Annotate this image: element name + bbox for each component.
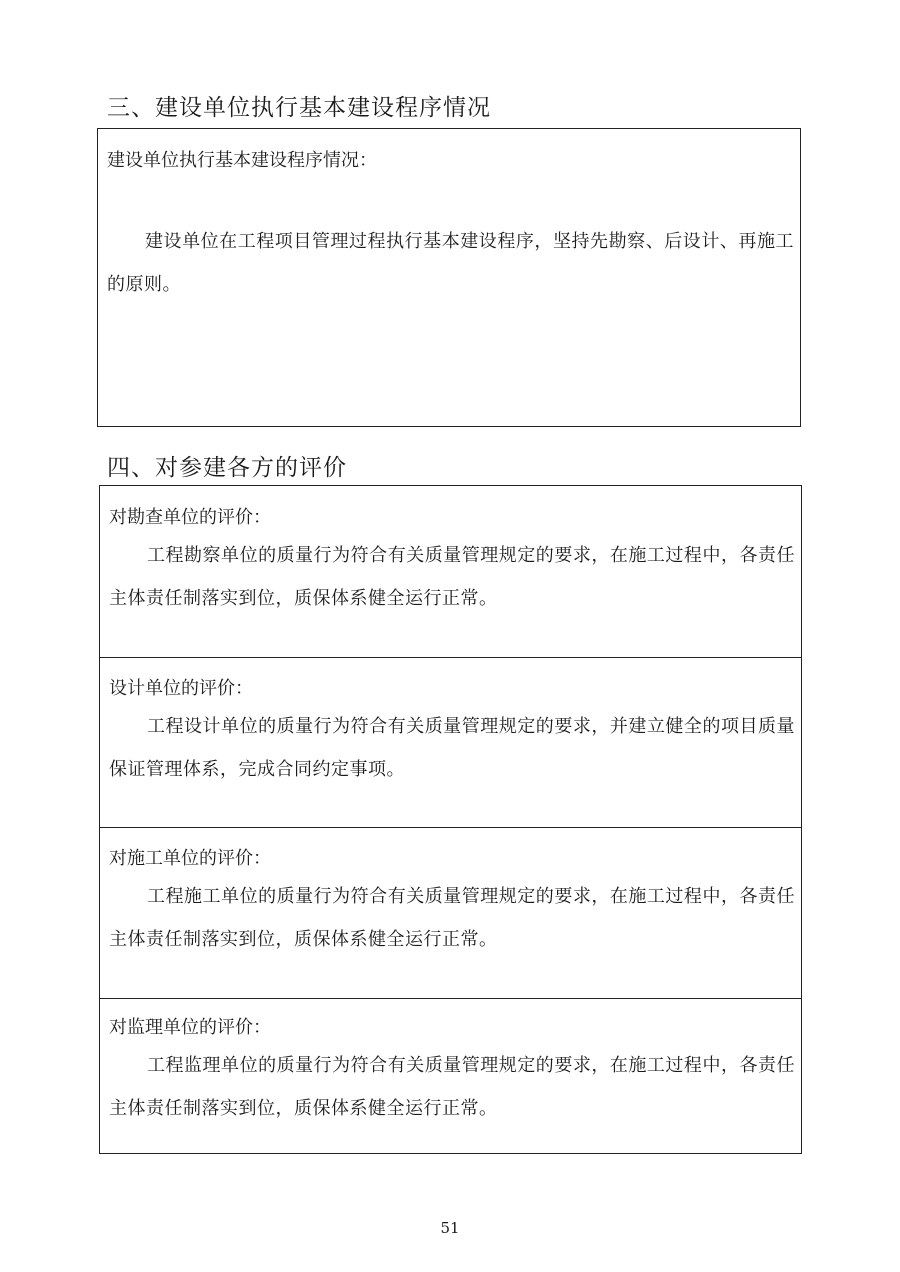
page-number: 51: [440, 1219, 460, 1237]
evaluation-body: 工程设计单位的质量行为符合有关质量管理规定的要求，并建立健全的项目质量保证管理体系，完成合同约定事项。: [109, 716, 795, 780]
evaluation-label: 对勘查单位的评价：: [109, 507, 271, 528]
evaluation-row-supervision: [100, 998, 801, 1155]
evaluation-label: 对监理单位的评价：: [109, 1017, 271, 1038]
section-3-box: [97, 128, 801, 427]
evaluation-table: [99, 485, 802, 1154]
section-4-heading: 四、对参建各方的评价: [107, 455, 347, 481]
evaluation-body: 工程施工单位的质量行为符合有关质量管理规定的要求，在施工过程中，各责任主体责任制落实到位，质保体系健全运行正常。: [109, 886, 795, 950]
section-3-body: 建设单位在工程项目管理过程执行基本建设程序，坚持先勘察、后设计、再施工的原则。: [107, 231, 794, 295]
evaluation-body: 工程监理单位的质量行为符合有关质量管理规定的要求，在施工过程中，各责任主体责任制落实到位，质保体系健全运行正常。: [109, 1055, 795, 1119]
evaluation-row-design: [100, 657, 801, 827]
evaluation-row-survey: [100, 486, 801, 657]
section-3-heading: 三、建设单位执行基本建设程序情况: [107, 95, 491, 121]
evaluation-body: 工程勘察单位的质量行为符合有关质量管理规定的要求，在施工过程中，各责任主体责任制落实到位，质保体系健全运行正常。: [109, 545, 795, 609]
section-3-label: 建设单位执行基本建设程序情况：: [107, 150, 377, 171]
evaluation-row-construction: [100, 827, 801, 998]
evaluation-label: 设计单位的评价：: [109, 678, 253, 699]
evaluation-label: 对施工单位的评价：: [109, 848, 271, 869]
